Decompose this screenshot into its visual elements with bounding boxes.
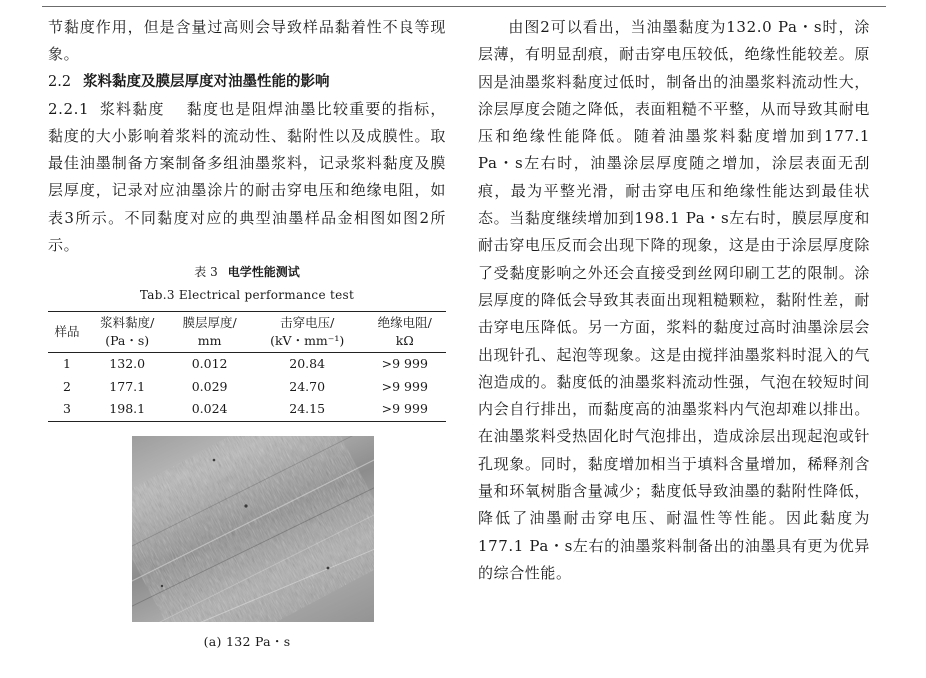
header-viscosity: 浆料黏度/ (Pa・s): [86, 312, 168, 353]
header-sample: 样品: [48, 312, 86, 353]
left-column: [48, 14, 446, 650]
header-insulation-resistance: 绝缘电阻/ kΩ: [364, 312, 446, 353]
metallographic-texture: [132, 436, 374, 622]
cell-thickness: 0.012: [191, 356, 228, 372]
cell-viscosity: 198.1: [109, 401, 146, 417]
cell-breakdown-voltage: 24.70: [289, 378, 326, 394]
cell-sample: 2: [63, 378, 71, 394]
cell-insulation-resistance: >9 999: [381, 378, 428, 394]
analysis-paragraph: [478, 14, 870, 587]
table-caption-cn: [48, 263, 446, 281]
subsection-number: 2.2.1: [48, 99, 90, 118]
header-thickness: 膜层厚度/ mm: [168, 312, 250, 353]
table-header-row: [48, 312, 446, 353]
cell-thickness: 0.029: [191, 378, 228, 394]
header-rule: [42, 6, 886, 7]
table-number: 表 3: [194, 265, 218, 280]
table-title-cn: 电学性能测试: [227, 265, 300, 280]
right-column: [478, 14, 870, 587]
analysis-text: 由图2可以看出，当油墨黏度为132.0 Pa・s时，涂层薄，有明显刮痕，耐击穿电压较低，绝缘性能较差。原因是油墨浆料黏度过低时，制备出的油墨浆料流动性大，涂层厚度会随之降低，表面粗糙不平整，从而导致其耐电压和绝缘性能降低。随着油墨浆料黏度增加到177.1 Pa・s左右时，油墨涂层厚度随之增加，涂层表面无刮痕，最为平整光滑，耐击穿电压和绝缘性能达到最佳状态。当黏度继续增加到198.1 Pa・s左右时，膜层厚度和耐击穿电压反而会出现下降的现象，这是由于涂层厚度除了受黏度影响之外还会直接受到丝网印刷工艺的限制。涂层厚度的降低会导致其表面出现粗糙颗粒，黏附性差，耐击穿电压降低。另一方面，浆料的黏度过高时油墨涂层会出现针孔、起泡等现象。这是由搅拌油墨浆料时混入的气泡造成的。黏度低的油墨浆料流动性强，气泡在较短时间内会自行排出，而黏度高的油墨浆料内气泡却难以排出。在油墨浆料受热固化时气泡排出，造成涂层出现起泡或针孔现象。同时，黏度增加相当于填料含量增加，稀释剂含量和环氧树脂含量减少；黏度低导致油墨的黏附性降低，降低了油墨耐击穿电压、耐温性等性能。因此黏度为177.1 Pa・s左右的油墨浆料制备出的油墨具有更为优异的综合性能。: [478, 18, 870, 582]
section-heading: [48, 69, 446, 96]
section-number: 2.2: [48, 73, 72, 90]
header-breakdown-voltage: 击穿电压/ (kV・mm⁻¹): [251, 312, 364, 353]
table-row: [48, 353, 446, 376]
subsection-paragraph: [48, 96, 446, 260]
cell-thickness: 0.024: [191, 401, 228, 417]
table-row: [48, 398, 446, 421]
subsection-text: 黏度也是阻焊油墨比较重要的指标，黏度的大小影响着浆料的流动性、黏附性以及成膜性。取最佳油墨制备方案制备多组油墨浆料，记录浆料黏度及膜层厚度，记录对应油墨涂片的耐击穿电压和绝缘电阻，如表3所示。不同黏度对应的典型油墨样品金相图如图2所示。: [48, 99, 446, 255]
cell-viscosity: 177.1: [109, 378, 146, 394]
paragraph-continued: 节黏度作用，但是含量过高则会导致样品黏着性不良等现象。: [48, 18, 446, 64]
cell-breakdown-voltage: 20.84: [289, 356, 326, 372]
subsection-title: 浆料黏度: [99, 99, 165, 118]
electrical-performance-table: [48, 311, 446, 422]
cell-breakdown-voltage: 24.15: [289, 401, 326, 417]
cell-sample: 1: [63, 356, 71, 372]
table-caption-en: Tab.3 Electrical performance test: [139, 288, 355, 303]
cell-viscosity: 132.0: [109, 356, 146, 372]
cell-insulation-resistance: >9 999: [381, 401, 428, 417]
section-title: 浆料黏度及膜层厚度对油墨性能的影响: [83, 73, 330, 90]
figure-caption: (a) 132 Pa・s: [203, 633, 291, 649]
cell-insulation-resistance: >9 999: [381, 356, 428, 372]
metallographic-image: [132, 436, 374, 622]
table-row: [48, 376, 446, 399]
cell-sample: 3: [63, 401, 71, 417]
